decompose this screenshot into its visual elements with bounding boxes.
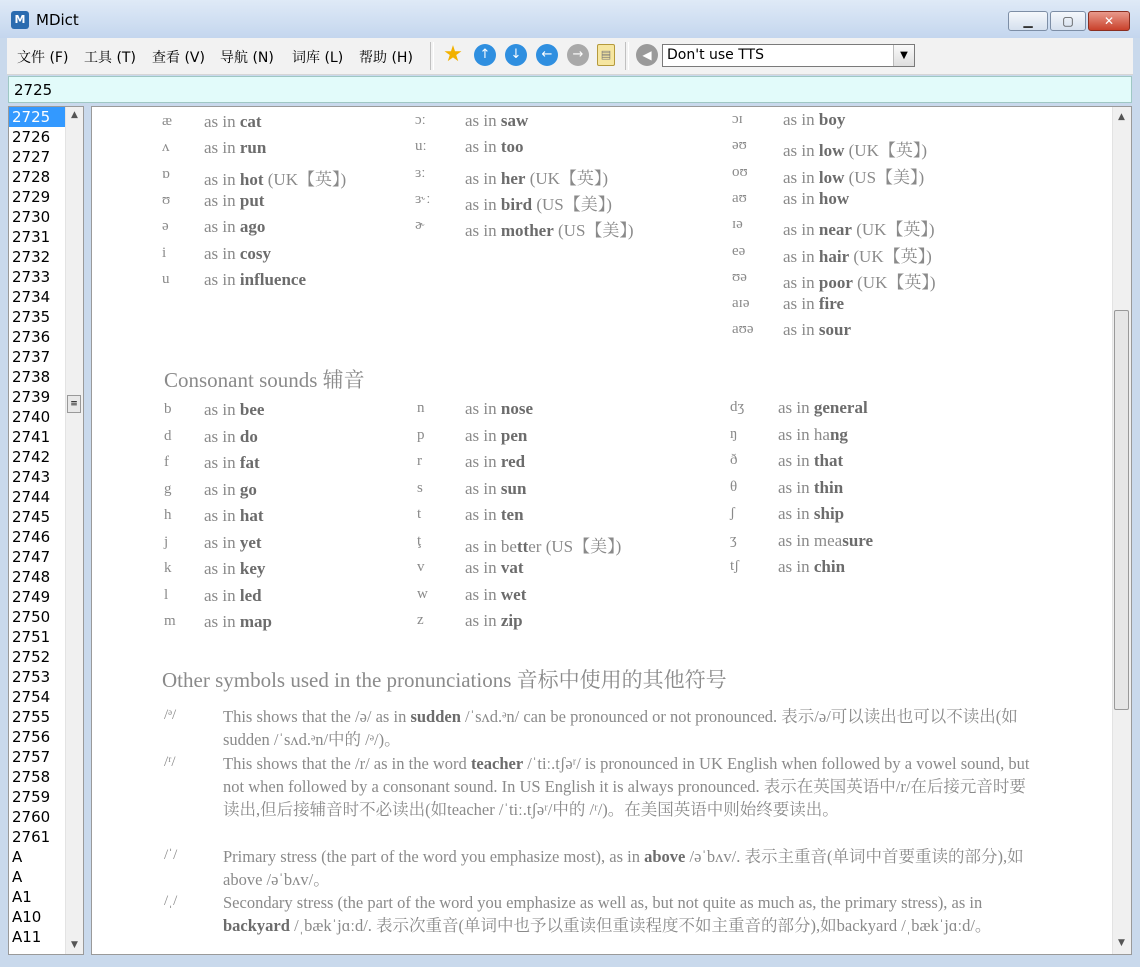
scroll-thumb[interactable] — [1114, 310, 1129, 710]
phoneme-symbol: uː — [415, 138, 427, 155]
example-prefix: as in — [204, 532, 240, 552]
phoneme-example — [204, 612, 272, 632]
phoneme-symbol: ɜ˞ː — [415, 190, 431, 207]
phoneme-example — [783, 163, 924, 188]
example-prefix: as in — [465, 137, 501, 157]
example-prefix: as in — [465, 168, 501, 188]
example-word: her — [500, 168, 526, 188]
list-item[interactable]: 2746 — [12, 528, 51, 546]
list-item[interactable]: 2750 — [12, 608, 51, 626]
phoneme-symbol: ə — [162, 218, 169, 235]
example-word: low — [818, 167, 845, 187]
example-prefix: as in — [204, 112, 240, 131]
example-prefix: as in — [778, 504, 814, 523]
list-item[interactable]: 2740 — [12, 408, 51, 426]
example-word: backyard — [223, 916, 290, 935]
explanation-text: This shows that the /ə/ as in — [223, 707, 411, 726]
example-prefix: as in — [783, 294, 819, 314]
example-word: mother — [500, 221, 554, 241]
example-word: cat — [239, 112, 262, 131]
other-symbols-section-title: Other symbols used in the pronunciations 音标中使用的其他符号 — [162, 668, 727, 692]
phoneme-example — [778, 504, 844, 524]
phoneme-symbol: aɪə — [732, 295, 750, 312]
phoneme-symbol: tʃ — [730, 558, 740, 574]
tts-select[interactable] — [662, 44, 915, 67]
phoneme-example — [465, 505, 524, 525]
phoneme-symbol: ʒ — [730, 531, 737, 548]
phoneme-symbol: ɪə — [732, 216, 743, 233]
example-word: too — [500, 137, 524, 157]
menu-view[interactable]: 查看 (V) — [152, 50, 205, 66]
explanation-text: /ˈsʌd.ᵊn/ can be pronounced or not pronounced. 表示/ə/可以读出也可以不读出(如 sudden /ˈsʌd.ᵊn/中的 /ᵊ/)。 — [223, 707, 1018, 749]
example-note: (UK【英】) — [844, 141, 928, 161]
example-prefix: as in — [465, 194, 501, 214]
explanation-text: Secondary stress (the part of the word you emphasize as well as, but not quite as much as, the primary stress), as in — [223, 893, 983, 912]
speaker-icon[interactable]: ◀ — [636, 44, 658, 66]
list-item[interactable]: 2757 — [12, 748, 51, 766]
example-word: chin — [813, 557, 846, 576]
symbol-explanation — [223, 845, 1033, 891]
phoneme-symbol: eə — [732, 242, 746, 259]
phoneme-example — [204, 480, 257, 500]
example-word: ago — [239, 217, 266, 237]
example-prefix: as in — [204, 585, 240, 605]
example-word: boy — [818, 110, 846, 129]
phoneme-symbol: ʊə — [732, 268, 747, 285]
star-icon[interactable]: ★ — [443, 42, 463, 67]
phoneme-example — [204, 427, 258, 447]
phoneme-symbol: ţ — [417, 532, 422, 549]
phoneme-symbol: dʒ — [730, 399, 745, 415]
toolbar-separator — [430, 42, 434, 70]
menu-file[interactable]: 文件 (F) — [17, 50, 69, 66]
phoneme-symbol: d — [164, 427, 172, 444]
stress-symbol: /ʳ/ — [164, 754, 176, 770]
list-item[interactable]: 2744 — [12, 488, 51, 506]
example-prefix: as in — [204, 400, 240, 419]
list-item[interactable]: A — [12, 848, 23, 866]
phoneme-example — [204, 533, 262, 553]
list-item[interactable]: 2761 — [12, 828, 51, 846]
search-value: 2725 — [14, 81, 53, 99]
explanation-text: This shows that the /r/ as in the word — [223, 754, 471, 773]
list-item[interactable]: 2760 — [12, 808, 51, 826]
back-arrow-icon[interactable]: ← — [536, 44, 558, 66]
example-word: ship — [813, 504, 845, 523]
example-prefix: as in — [465, 584, 501, 604]
example-prefix: as in — [204, 479, 240, 499]
phoneme-example — [778, 425, 848, 445]
phoneme-example — [204, 191, 264, 211]
example-note: (UK【英】) — [263, 169, 347, 189]
phoneme-symbol: j — [164, 533, 169, 550]
example-prefix: as in — [204, 190, 240, 210]
example-prefix: as in — [465, 558, 501, 577]
list-item[interactable]: 2731 — [12, 228, 51, 246]
title-bar — [0, 0, 1140, 38]
phoneme-symbol: v — [417, 559, 425, 575]
list-item[interactable]: 2737 — [12, 348, 51, 366]
list-item[interactable]: 2755 — [12, 708, 51, 726]
list-item[interactable]: A1 — [12, 888, 32, 906]
menu-help[interactable]: 帮助 (H) — [359, 50, 413, 66]
list-item[interactable]: 2738 — [12, 368, 51, 386]
definition-pane — [91, 106, 1132, 955]
example-prefix: as in — [204, 138, 240, 158]
example-word: do — [239, 426, 258, 446]
example-word: red — [500, 452, 526, 471]
example-word: influence — [239, 269, 306, 289]
list-item[interactable]: 2754 — [12, 688, 51, 706]
phoneme-symbol: m — [164, 613, 176, 629]
phoneme-example — [465, 532, 621, 557]
close-button[interactable]: ✕ — [1088, 11, 1130, 31]
phoneme-example — [783, 268, 936, 293]
list-item[interactable]: 2759 — [12, 788, 51, 806]
toolbar-separator — [625, 42, 629, 70]
example-word: hat — [239, 506, 264, 525]
menu-navigate[interactable]: 导航 (N) — [220, 50, 274, 66]
example-word: fire — [818, 294, 845, 314]
phoneme-symbol: oʊ — [732, 163, 748, 180]
phoneme-symbol: ɔɪ — [732, 111, 743, 127]
example-prefix: as in — [204, 453, 240, 472]
example-prefix: as in — [465, 611, 501, 630]
scroll-up-icon[interactable]: ▲ — [71, 110, 78, 120]
example-word: thin — [813, 477, 844, 497]
example-prefix: as in — [783, 220, 819, 240]
phoneme-symbol: f — [164, 454, 169, 470]
phoneme-example — [204, 165, 346, 190]
example-word: bee — [239, 400, 265, 419]
phoneme-example — [783, 189, 849, 209]
example-word: teacher — [470, 754, 524, 773]
list-item[interactable]: 2749 — [12, 588, 51, 606]
list-item[interactable]: 2741 — [12, 428, 51, 446]
phoneme-example — [204, 112, 262, 132]
phoneme-symbol: θ — [730, 478, 738, 495]
phoneme-example — [465, 399, 533, 419]
example-prefix: as in — [778, 451, 814, 470]
example-word: nose — [500, 399, 534, 418]
mdict-app-icon: M — [11, 11, 29, 29]
example-word: led — [239, 585, 262, 605]
example-word: fat — [239, 453, 260, 472]
example-prefix: as in be — [465, 536, 517, 556]
example-word: run — [239, 138, 267, 158]
list-item[interactable]: 2732 — [12, 248, 51, 266]
phoneme-example — [465, 479, 526, 499]
example-word: vat — [500, 558, 524, 577]
phoneme-example — [783, 136, 927, 161]
example-prefix: as in — [778, 398, 814, 417]
minimize-button[interactable]: ▁ — [1008, 11, 1048, 31]
tts-selected-value: Don't use TTS — [667, 47, 764, 63]
example-prefix: as in — [465, 505, 501, 524]
phoneme-symbol: p — [417, 426, 425, 443]
symbol-explanation — [223, 705, 1033, 751]
word-list-scrollbar[interactable] — [65, 107, 83, 954]
phoneme-symbol: ʊ — [162, 191, 171, 208]
up-arrow-icon[interactable]: ↑ — [474, 44, 496, 66]
clipboard-icon[interactable]: ▤ — [597, 44, 615, 66]
example-word: sure — [842, 530, 874, 550]
example-word: bird — [500, 194, 533, 214]
symbol-explanation — [223, 891, 1033, 937]
phoneme-symbol: ɜː — [415, 164, 426, 181]
example-prefix: as in — [465, 425, 501, 445]
word-list-items — [9, 107, 66, 947]
content-scrollbar[interactable] — [1112, 107, 1131, 954]
example-prefix: as in ha — [778, 424, 830, 444]
phoneme-example — [783, 215, 935, 240]
example-word: zip — [500, 611, 523, 630]
phoneme-symbol: w — [417, 585, 428, 602]
example-word: put — [239, 190, 265, 210]
phoneme-symbol: b — [164, 401, 172, 417]
example-prefix: as in — [465, 111, 501, 130]
phoneme-symbol: s — [417, 479, 423, 496]
scroll-down-icon[interactable]: ▼ — [71, 940, 78, 950]
menu-library[interactable]: 词库 (L) — [292, 50, 344, 66]
maximize-button[interactable]: ▢ — [1050, 11, 1086, 31]
phoneme-example — [778, 398, 868, 418]
window-title: MDict — [36, 11, 79, 29]
list-item[interactable]: 2758 — [12, 768, 51, 786]
phoneme-symbol: ɚ — [415, 217, 425, 234]
example-prefix: as in — [783, 320, 819, 340]
example-word: ten — [500, 505, 524, 524]
phoneme-example — [204, 506, 264, 526]
example-note: (UK【英】) — [852, 272, 936, 292]
example-prefix: as in — [783, 246, 819, 266]
list-item[interactable]: 2735 — [12, 308, 51, 326]
phoneme-example — [465, 137, 524, 157]
chevron-down-icon[interactable]: ▼ — [893, 45, 914, 66]
phoneme-symbol: ŋ — [730, 425, 738, 442]
list-item[interactable]: 2747 — [12, 548, 51, 566]
list-item[interactable]: 2742 — [12, 448, 51, 466]
list-item[interactable]: 2729 — [12, 188, 51, 206]
phoneme-example — [783, 110, 845, 130]
phoneme-example — [783, 320, 851, 340]
example-prefix: as in — [204, 217, 240, 237]
phoneme-example — [204, 138, 266, 158]
example-prefix: as in — [204, 269, 240, 289]
phoneme-example — [204, 559, 265, 579]
phoneme-example — [783, 294, 844, 314]
phoneme-example — [778, 531, 873, 551]
stress-symbol: /ˈ/ — [164, 847, 178, 863]
stress-symbol: /ˌ/ — [164, 893, 178, 909]
explanation-text: /ˈtiː.tʃəʳ/ is pronounced in UK English when followed by a vowel sound, but not when followed by a consonant sound. In US English it is always pronounced. 表示在英国英语中/r/在后接元音时要读出,但后接辅音时不必读出(如teacher /ˈtiː.tʃəʳ/中的 /ʳ/)。在美国英语中则始终要读出。 — [223, 754, 1030, 819]
example-prefix: as in — [783, 110, 819, 129]
list-item[interactable]: 2726 — [12, 128, 51, 146]
list-item[interactable]: 2748 — [12, 568, 51, 586]
phoneme-symbol: ɔː — [415, 112, 426, 128]
list-item[interactable]: 2725 — [9, 107, 66, 127]
list-item[interactable]: 2752 — [12, 648, 51, 666]
list-item[interactable]: 2739 — [12, 388, 51, 406]
example-word: sour — [818, 320, 852, 340]
phoneme-example — [204, 217, 265, 237]
phoneme-symbol: k — [164, 560, 172, 576]
phoneme-example — [204, 586, 262, 606]
phoneme-symbol: r — [417, 453, 422, 469]
phoneme-example — [465, 216, 634, 241]
forward-arrow-icon[interactable]: → — [567, 44, 589, 66]
consonant-section-title: Consonant sounds 辅音 — [164, 368, 365, 392]
menu-toolbar — [7, 38, 1133, 75]
symbol-explanation — [223, 752, 1033, 821]
example-word: sun — [500, 478, 527, 498]
list-item[interactable]: 2756 — [12, 728, 51, 746]
phoneme-example — [778, 451, 843, 471]
example-prefix: as in — [465, 221, 501, 241]
phoneme-symbol: ð — [730, 452, 738, 468]
example-word: general — [813, 398, 868, 417]
example-prefix: as in — [778, 557, 814, 576]
example-word: that — [813, 451, 844, 470]
example-prefix: as in — [204, 243, 240, 263]
example-note: (UK【英】) — [525, 168, 609, 188]
phoneme-example — [465, 452, 525, 472]
phoneme-symbol: æ — [162, 113, 173, 129]
list-item[interactable]: 2730 — [12, 208, 51, 226]
list-item[interactable]: A11 — [12, 928, 42, 946]
stress-symbol: /ᵊ/ — [164, 707, 177, 723]
example-prefix: as in — [465, 452, 501, 471]
example-word: ng — [829, 424, 848, 444]
scroll-up-icon[interactable]: ▲ — [1118, 112, 1125, 122]
scroll-thumb[interactable]: ≡ — [67, 395, 81, 413]
list-item[interactable]: 2745 — [12, 508, 51, 526]
phoneme-symbol: i — [162, 244, 167, 261]
scroll-down-icon[interactable]: ▼ — [1118, 938, 1125, 948]
list-item[interactable]: 2733 — [12, 268, 51, 286]
phoneme-example — [465, 190, 612, 215]
example-prefix: as in — [204, 506, 240, 525]
definition-content — [92, 107, 1113, 954]
explanation-text: Primary stress (the part of the word you emphasize most), as in — [223, 847, 645, 866]
phoneme-symbol: z — [417, 612, 424, 628]
example-note: (US【美】) — [553, 221, 634, 241]
phoneme-example — [465, 611, 523, 631]
list-item[interactable]: 2734 — [12, 288, 51, 306]
phoneme-example — [465, 111, 528, 131]
example-word: wet — [500, 584, 527, 604]
menu-tools[interactable]: 工具 (T) — [84, 50, 136, 66]
example-prefix: as in mea — [778, 530, 843, 550]
phoneme-symbol: g — [164, 480, 172, 497]
phoneme-example — [778, 557, 845, 577]
example-word: poor — [818, 272, 853, 292]
list-item[interactable]: 2751 — [12, 628, 51, 646]
example-word: hair — [818, 246, 850, 266]
example-word: key — [239, 559, 266, 578]
example-note: (US【美】) — [844, 167, 925, 187]
phoneme-example — [465, 426, 527, 446]
search-input[interactable] — [8, 76, 1132, 103]
phoneme-example — [465, 558, 524, 578]
phoneme-example — [204, 453, 260, 473]
example-word: near — [818, 220, 852, 240]
example-prefix: as in — [204, 169, 240, 189]
phoneme-symbol: ʌ — [162, 139, 170, 156]
example-word: hot — [239, 169, 264, 189]
phoneme-symbol: h — [164, 507, 172, 523]
example-word: above — [644, 847, 686, 866]
example-word: map — [239, 612, 273, 631]
explanation-text: /ˌbækˈjɑːd/. 表示次重音(单词中也予以重读但重读程度不如主重音的部分),如backyard /ˌbækˈjɑːd/。 — [289, 916, 992, 935]
phoneme-example — [204, 244, 271, 264]
phoneme-symbol: ɒ — [162, 165, 170, 182]
example-prefix: as in — [465, 478, 501, 498]
phoneme-symbol: aʊ — [732, 189, 747, 206]
phoneme-example — [465, 585, 526, 605]
example-prefix: as in — [778, 477, 814, 497]
phoneme-symbol: l — [164, 586, 169, 603]
example-prefix: as in — [204, 426, 240, 446]
example-word: sudden — [410, 707, 461, 726]
phoneme-symbol: n — [417, 400, 425, 416]
phoneme-example — [465, 164, 608, 189]
example-word: tt — [516, 536, 529, 556]
example-note: (UK【英】) — [849, 246, 932, 266]
example-word: low — [818, 141, 845, 161]
example-prefix: as in — [204, 559, 240, 578]
list-item[interactable]: A10 — [12, 908, 42, 926]
list-item[interactable]: 2728 — [12, 168, 51, 186]
example-word: cosy — [239, 243, 272, 263]
phoneme-symbol: əʊ — [732, 137, 747, 154]
phoneme-example — [783, 242, 932, 267]
list-item[interactable]: 2727 — [12, 148, 51, 166]
example-word: yet — [239, 532, 262, 552]
list-item[interactable]: 2736 — [12, 328, 51, 346]
example-word: saw — [500, 111, 529, 130]
phoneme-example — [778, 478, 843, 498]
example-word: go — [239, 479, 257, 499]
list-item[interactable]: 2753 — [12, 668, 51, 686]
example-prefix: as in — [783, 141, 819, 161]
phoneme-example — [204, 400, 264, 420]
down-arrow-icon[interactable]: ↓ — [505, 44, 527, 66]
example-prefix: as in — [204, 612, 240, 631]
example-prefix: as in — [783, 167, 819, 187]
example-prefix: as in — [783, 188, 819, 208]
phoneme-example — [204, 270, 306, 290]
phoneme-symbol: t — [417, 506, 422, 522]
example-note: (US【美】) — [532, 194, 612, 214]
phoneme-symbol: u — [162, 270, 170, 287]
example-note: (UK【英】) — [851, 220, 935, 240]
explanation-text: /əˈbʌv/. 表示主重音(单词中首要重读的部分),如above /əˈbʌv/。 — [223, 847, 1024, 889]
list-item[interactable]: 2743 — [12, 468, 51, 486]
example-word: how — [818, 188, 850, 208]
example-prefix: as in — [465, 399, 501, 418]
word-list[interactable] — [8, 106, 84, 955]
example-word: pen — [500, 425, 528, 445]
phoneme-symbol: aʊə — [732, 321, 754, 338]
phoneme-symbol: ʃ — [730, 505, 735, 521]
example-note: er (US【美】) — [528, 536, 622, 556]
list-item[interactable]: A — [12, 868, 23, 886]
example-prefix: as in — [783, 272, 819, 292]
